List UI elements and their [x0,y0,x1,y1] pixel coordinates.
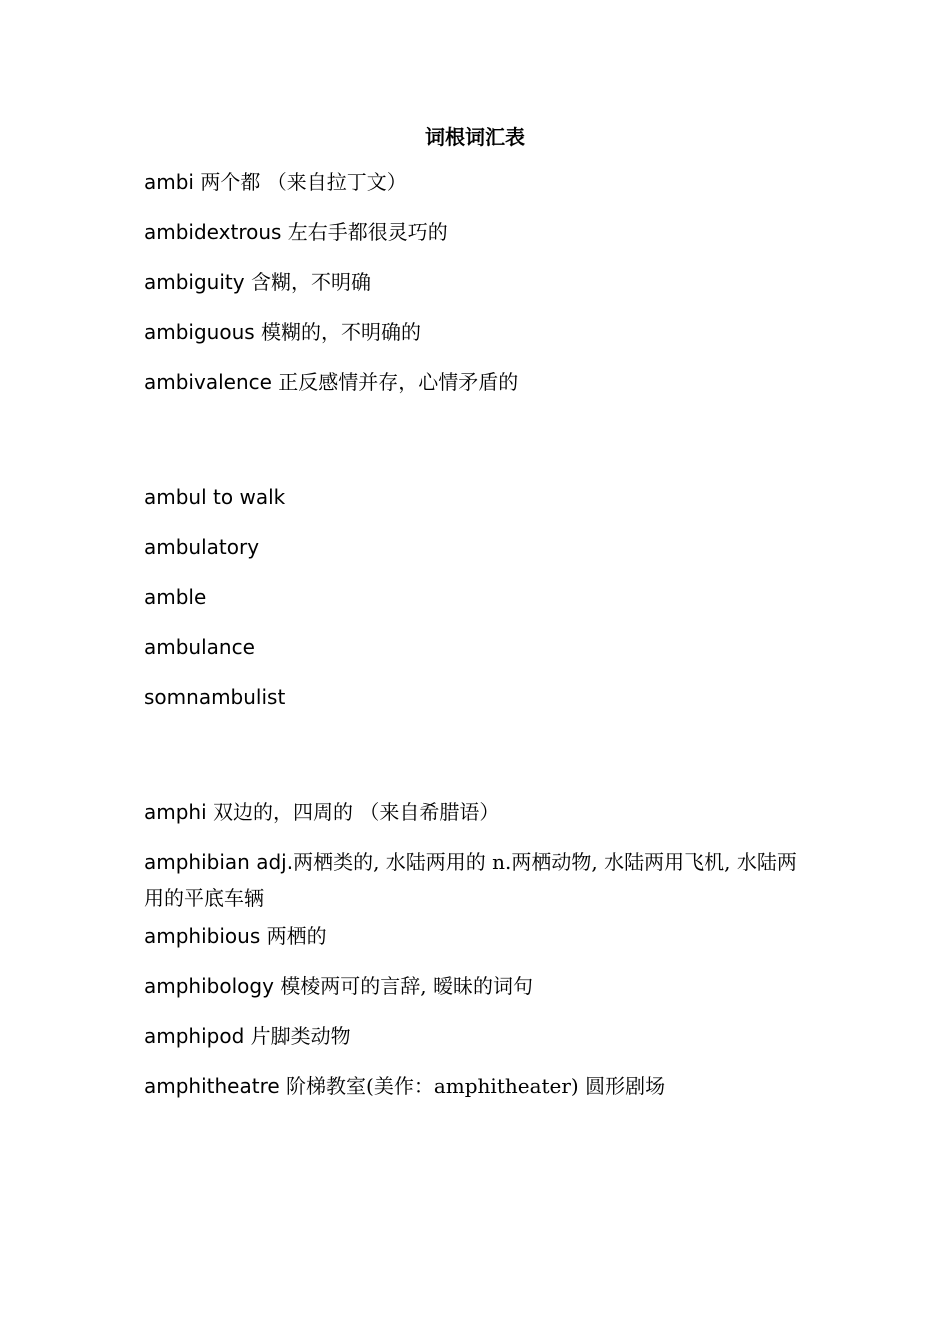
entry-term: ambiguous [144,320,255,344]
entry-gloss: 模棱两可的言辞, 暧昧的词句 [273,974,533,998]
vocab-entry-ambivalence [144,364,814,400]
vocab-entry-ambulance [144,629,814,665]
entry-gloss: 左右手都很灵巧的 [281,220,448,244]
entry-term: ambiguity [144,270,245,294]
document-title: 词根词汇表 [425,125,525,149]
entry-term: amble [144,585,207,609]
entry-gloss: 两栖的 [260,924,327,948]
entry-term: amphibology [144,974,274,998]
entry-term: amphi [144,800,207,824]
vocab-entry-amphipod [144,1018,814,1054]
vocab-entry-somnambulist [144,679,814,715]
entry-gloss: 两栖类的, 水陆两用的 n.两栖动物, 水陆两用飞机, 水陆两用的平底车辆 [144,850,797,910]
vocab-entry-ambiguous [144,314,814,350]
vocab-entry-ambidextrous [144,214,814,250]
entry-gloss: 模糊的，不明确的 [254,320,422,344]
entry-gloss: 含糊，不明确 [244,270,371,294]
entry-term: ambul to walk [144,485,286,509]
vocab-entry-amphibious [144,918,814,954]
entry-term: somnambulist [144,685,286,709]
entry-term: ambulance [144,635,255,659]
entry-term: ambulatory [144,535,260,559]
vocab-entry-amphibian [144,844,814,916]
entry-term: amphibian adj. [144,850,294,874]
vocab-entry-amble [144,579,814,615]
entry-gloss: 片脚类动物 [244,1024,351,1048]
entry-gloss: 两个都 （来自拉丁文） [194,170,407,194]
vocab-entry-ambiguity [144,264,814,300]
entry-term: amphibious [144,924,261,948]
entry-gloss: 正反感情并存，心情矛盾的 [271,370,519,394]
vocab-entry-ambi [144,164,814,200]
vocab-entry-amphibology [144,968,814,1004]
vocab-entry-ambul [144,479,814,515]
vocab-entry-amphi [144,794,814,830]
vocab-entry-ambulatory [144,529,814,565]
entry-gloss: 阶梯教室(美作：amphitheater) 圆形剧场 [279,1074,666,1098]
entry-term: amphipod [144,1024,245,1048]
entry-term: ambidextrous [144,220,282,244]
entry-term: amphitheatre [144,1074,280,1098]
entry-term: ambi [144,170,194,194]
entry-term: ambivalence [144,370,272,394]
vocab-entry-amphitheatre [144,1068,814,1104]
entry-gloss: 双边的，四周的 （来自希腊语） [206,800,500,824]
